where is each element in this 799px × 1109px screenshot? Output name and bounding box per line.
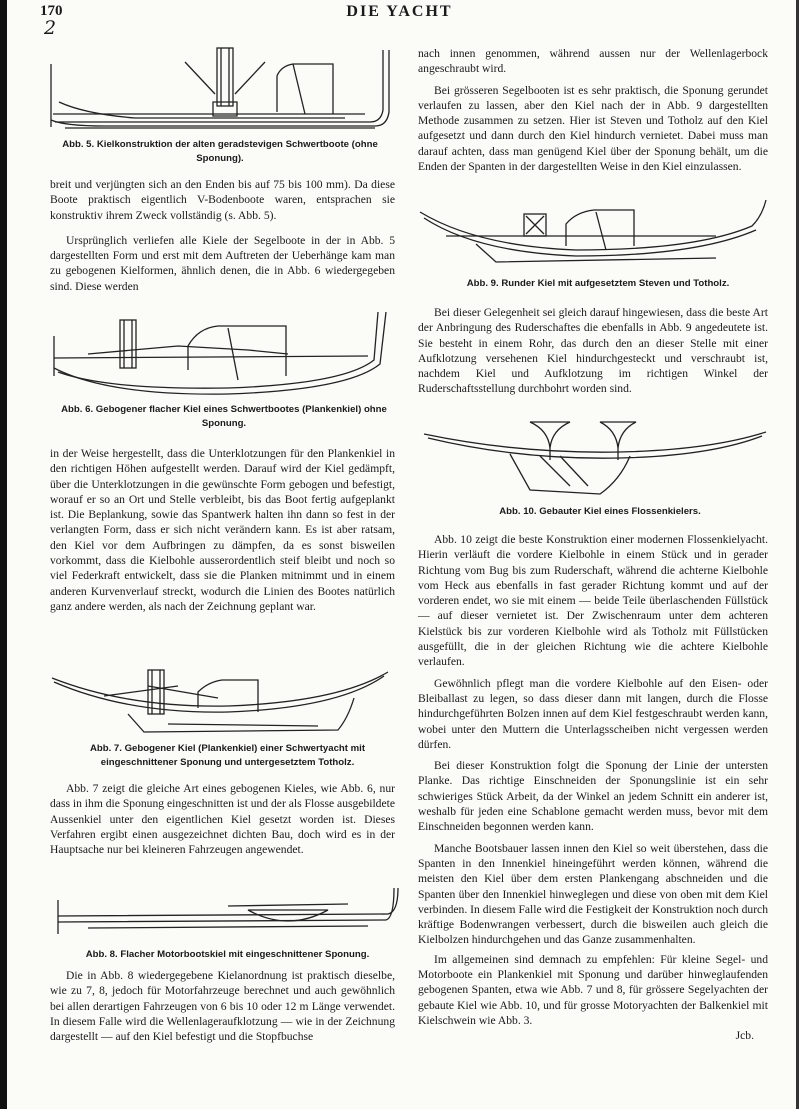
keel-drawing-abb9-icon (416, 196, 772, 268)
caption-abb7: Abb. 7. Gebogener Kiel (Plankenkiel) einer Schwertyacht mit eingeschnittener Sponung und untergesetztem Totholz. (89, 743, 366, 768)
paragraph: nach innen genommen, während aussen nur der Wellenlagerbock angeschraubt wird. (418, 47, 768, 76)
scan-border-left (0, 0, 7, 1109)
handwritten-note: 2 (44, 17, 57, 39)
caption-abb6: Abb. 6. Gebogener flacher Kiel eines Schwertbootes (Plankenkiel) ohne Sponung. (61, 404, 387, 429)
author-signature: Jcb. (735, 1029, 754, 1043)
keel-drawing-abb7-icon (48, 668, 398, 740)
paragraph: Im allgemeinen sind demnach zu empfehlen: Für kleine Segel- und Motorboote ein Plankenkiel mit Sponung und darüber hinweglaufenden gebogenen Spanten, etwa wie Abb. 7 und 8, für grössere Segelyachten der gebaute Kiel wie Abb. 10, und für grosse Motoryachten der Balkenkiel mit Kielschwein wie Abb. 3. (418, 952, 768, 1027)
figure-abb7 (48, 668, 398, 740)
paragraph: Abb. 10 zeigt die beste Konstruktion einer modernen Flossenkielyacht. Hierin verläuft die vordere Kielbohle in einem Stück und in gerader Richtung vom Bug bis zum Ruderschaft, während die achterne Kielbohle vom Heck aus ebenfalls in fast gerader Richtung kommt und auf der vorderen endet, wo sie mit einem — beide Teile überlaschenden Füllstück — auf dieser vernietet ist. Der Zwischenraum unter dem achteren Kielstück bis zur vorderen Kielbohle wird als Totholz mit Füllstücken ausgefüllt, die in der gleichen Richtung wie die achtere Kielbohle verlaufen. (418, 533, 768, 669)
caption-abb5: Abb. 5. Kielkonstruktion der alten geradstevigen Schwertboote (ohne Sponung). (62, 139, 378, 164)
paragraph: Gewöhnlich pflegt man die vordere Kielbohle auf den Eisen- oder Bleiballast zu legen, so dass dieser dann mit langen, durch die Flosse hindurchgeführten Bolzen innen auf dem Kiel festgeschraubt werden kann, wobei unter den Muttern die Unterlagsscheiben nicht vergessen werden dürfen. (418, 676, 768, 751)
figure-abb10 (420, 420, 770, 498)
figure-abb8 (48, 884, 403, 940)
caption-abb10: Abb. 10. Gebauter Kiel eines Flossenkielers. (499, 506, 701, 517)
keel-drawing-abb8-icon (48, 884, 403, 940)
paragraph: Bei dieser Gelegenheit sei gleich darauf hingewiesen, dass die beste Art der Anbringung des Ruderschaftes die ebenfalls in Abb. 9 angedeutete ist. Sie besteht in einem Rohr, das durch den an dieser Stelle mit einer Aufklotzung versehenen Kiel hindurchgesteckt und verschraubt ist, nachdem Kiel und Aufklotzung im richtigen Winkel der Ruderschaftsstellung durchbohrt worden sind. (418, 306, 768, 396)
paragraph: Bei grösseren Segelbooten ist es sehr praktisch, die Sponung gerundet verlaufen zu lassen, aber den Kiel nach der in Abb. 9 dargestellten Methode zusammen zu setzen. Hier ist Steven und Totholz auf den Kiel aufgesetzt und dann durch den Kiel hindurch vernietet. Dabei muss man darauf achten, dass man genügend Kiel über der Sponung behält, um die Enden der Spanten in der dargestellten Weise in den Kiel einzulassen. (418, 83, 768, 174)
paragraph: Abb. 7 zeigt die gleiche Art eines gebogenen Kieles, wie Abb. 6, nur dass in ihm die Sponung eingeschnitten ist und der als Flosse ausgebildete Aussenkiel unter den eigentlichen Kiel gesetzt worden ist. Dieses Verfahren ergibt einen ausgezeichnet dichten Bau, doch wird es in der Hauptsache nur bei kleineren Fahrzeugen angewendet. (50, 782, 395, 857)
page-number: 170 (40, 3, 63, 19)
figure-abb9 (416, 196, 772, 268)
caption-abb9: Abb. 9. Runder Kiel mit aufgesetztem Steven und Totholz. (466, 278, 730, 289)
keel-drawing-abb10-icon (420, 420, 770, 498)
figure-abb6 (48, 306, 398, 400)
figure-abb5 (45, 42, 400, 134)
keel-drawing-abb6-icon (48, 306, 398, 400)
paragraph: Ursprünglich verliefen alle Kiele der Segelboote in der in Abb. 5 dargestellten Form und erst mit dem Auftreten der Ueberhänge kam man zu gebogenen Kielformen, ähnlich denen, die in Abb. 6 wiedergegeben sind. Diese werden (50, 233, 395, 293)
paragraph: Die in Abb. 8 wiedergegebene Kielanordnung ist praktisch dieselbe, wie zu 7, 8, jedoch für Motorfahrzeuge berechnet und auch gewöhnlich bei allen derartigen Fahrzeugen von 6 bis 10 oder 12 m Länge verwendet. In diesem Falle wird die Wellenlageraufklotzung — wie in der Zeichnung dargestellt — auf den Kiel befestigt und die Stopfbuchse (50, 969, 395, 1044)
running-title: DIE YACHT (346, 3, 453, 20)
paragraph: Bei dieser Konstruktion folgt die Sponung der Linie der untersten Planke. Das richtige Einschneiden der Sponungslinie ist ein sehr schwieriges Stück Arbeit, da der Winkel an jedem Schnitt ein anderer ist, weshalb für jeden eine Schablone gemacht werden muss, bevor mit dem Einschneiden begonnen werden kann. (418, 759, 768, 834)
caption-abb8: Abb. 8. Flacher Motorbootskiel mit eingeschnittener Sponung. (85, 949, 370, 960)
keel-drawing-abb5-icon (45, 42, 400, 134)
paragraph: Manche Bootsbauer lassen innen den Kiel so weit überstehen, dass die Spanten in den Innenkiel hineingeführt werden können, während die meisten den Kiel über dem ersten Plankengang abschneiden und die Spanten über den Innenkiel hinweglegen und diese von oben mit dem Kiel verbinden. In diesem Falle wird die Festigkeit der Konstruktion noch durch kräftige Bodenwrangen verbessert, durch die bisweilen auch gleich die Kielbolzen hindurchgehen und das Ganze zusammenhalten. (418, 841, 768, 947)
paragraph: in der Weise hergestellt, dass die Unterklotzungen für den Plankenkiel in den richtigen Höhen aufgestellt werden. Darauf wird der Kiel gedämpft, über die Unterklotzungen in die gewünschte Form gebogen und befestigt, worauf er so an Ort und Stelle verbleibt, bis das Boot fertig aufgeplankt ist. Die Beplankung, sowie das Spantwerk halten ihn dann so fest in der verlangten Form, dass er sich nicht verändern kann. Es ist aber ratsam, den Kiel vor dem Aufbringen zu dämpfen, da es sonst bisweilen vorkommt, dass die Kielbohle ausserordentlich steif bleibt und noch so viel Federkraft entwickelt, dass sie die Planken mitnimmt und in einem anderen Kurvenverlauf streckt, wodurch die Linien des Bootes natürlich ganz andere werden, als nach der Zeichnung geplant war. (50, 447, 395, 613)
paragraph: breit und verjüngten sich an den Enden bis auf 75 bis 100 mm). Da diese Boote praktisch eigentlich V-Bodenboote waren, entsprachen sie konstruktiv ihrem Zweck vollständig (s. Abb. 5). (50, 178, 395, 222)
